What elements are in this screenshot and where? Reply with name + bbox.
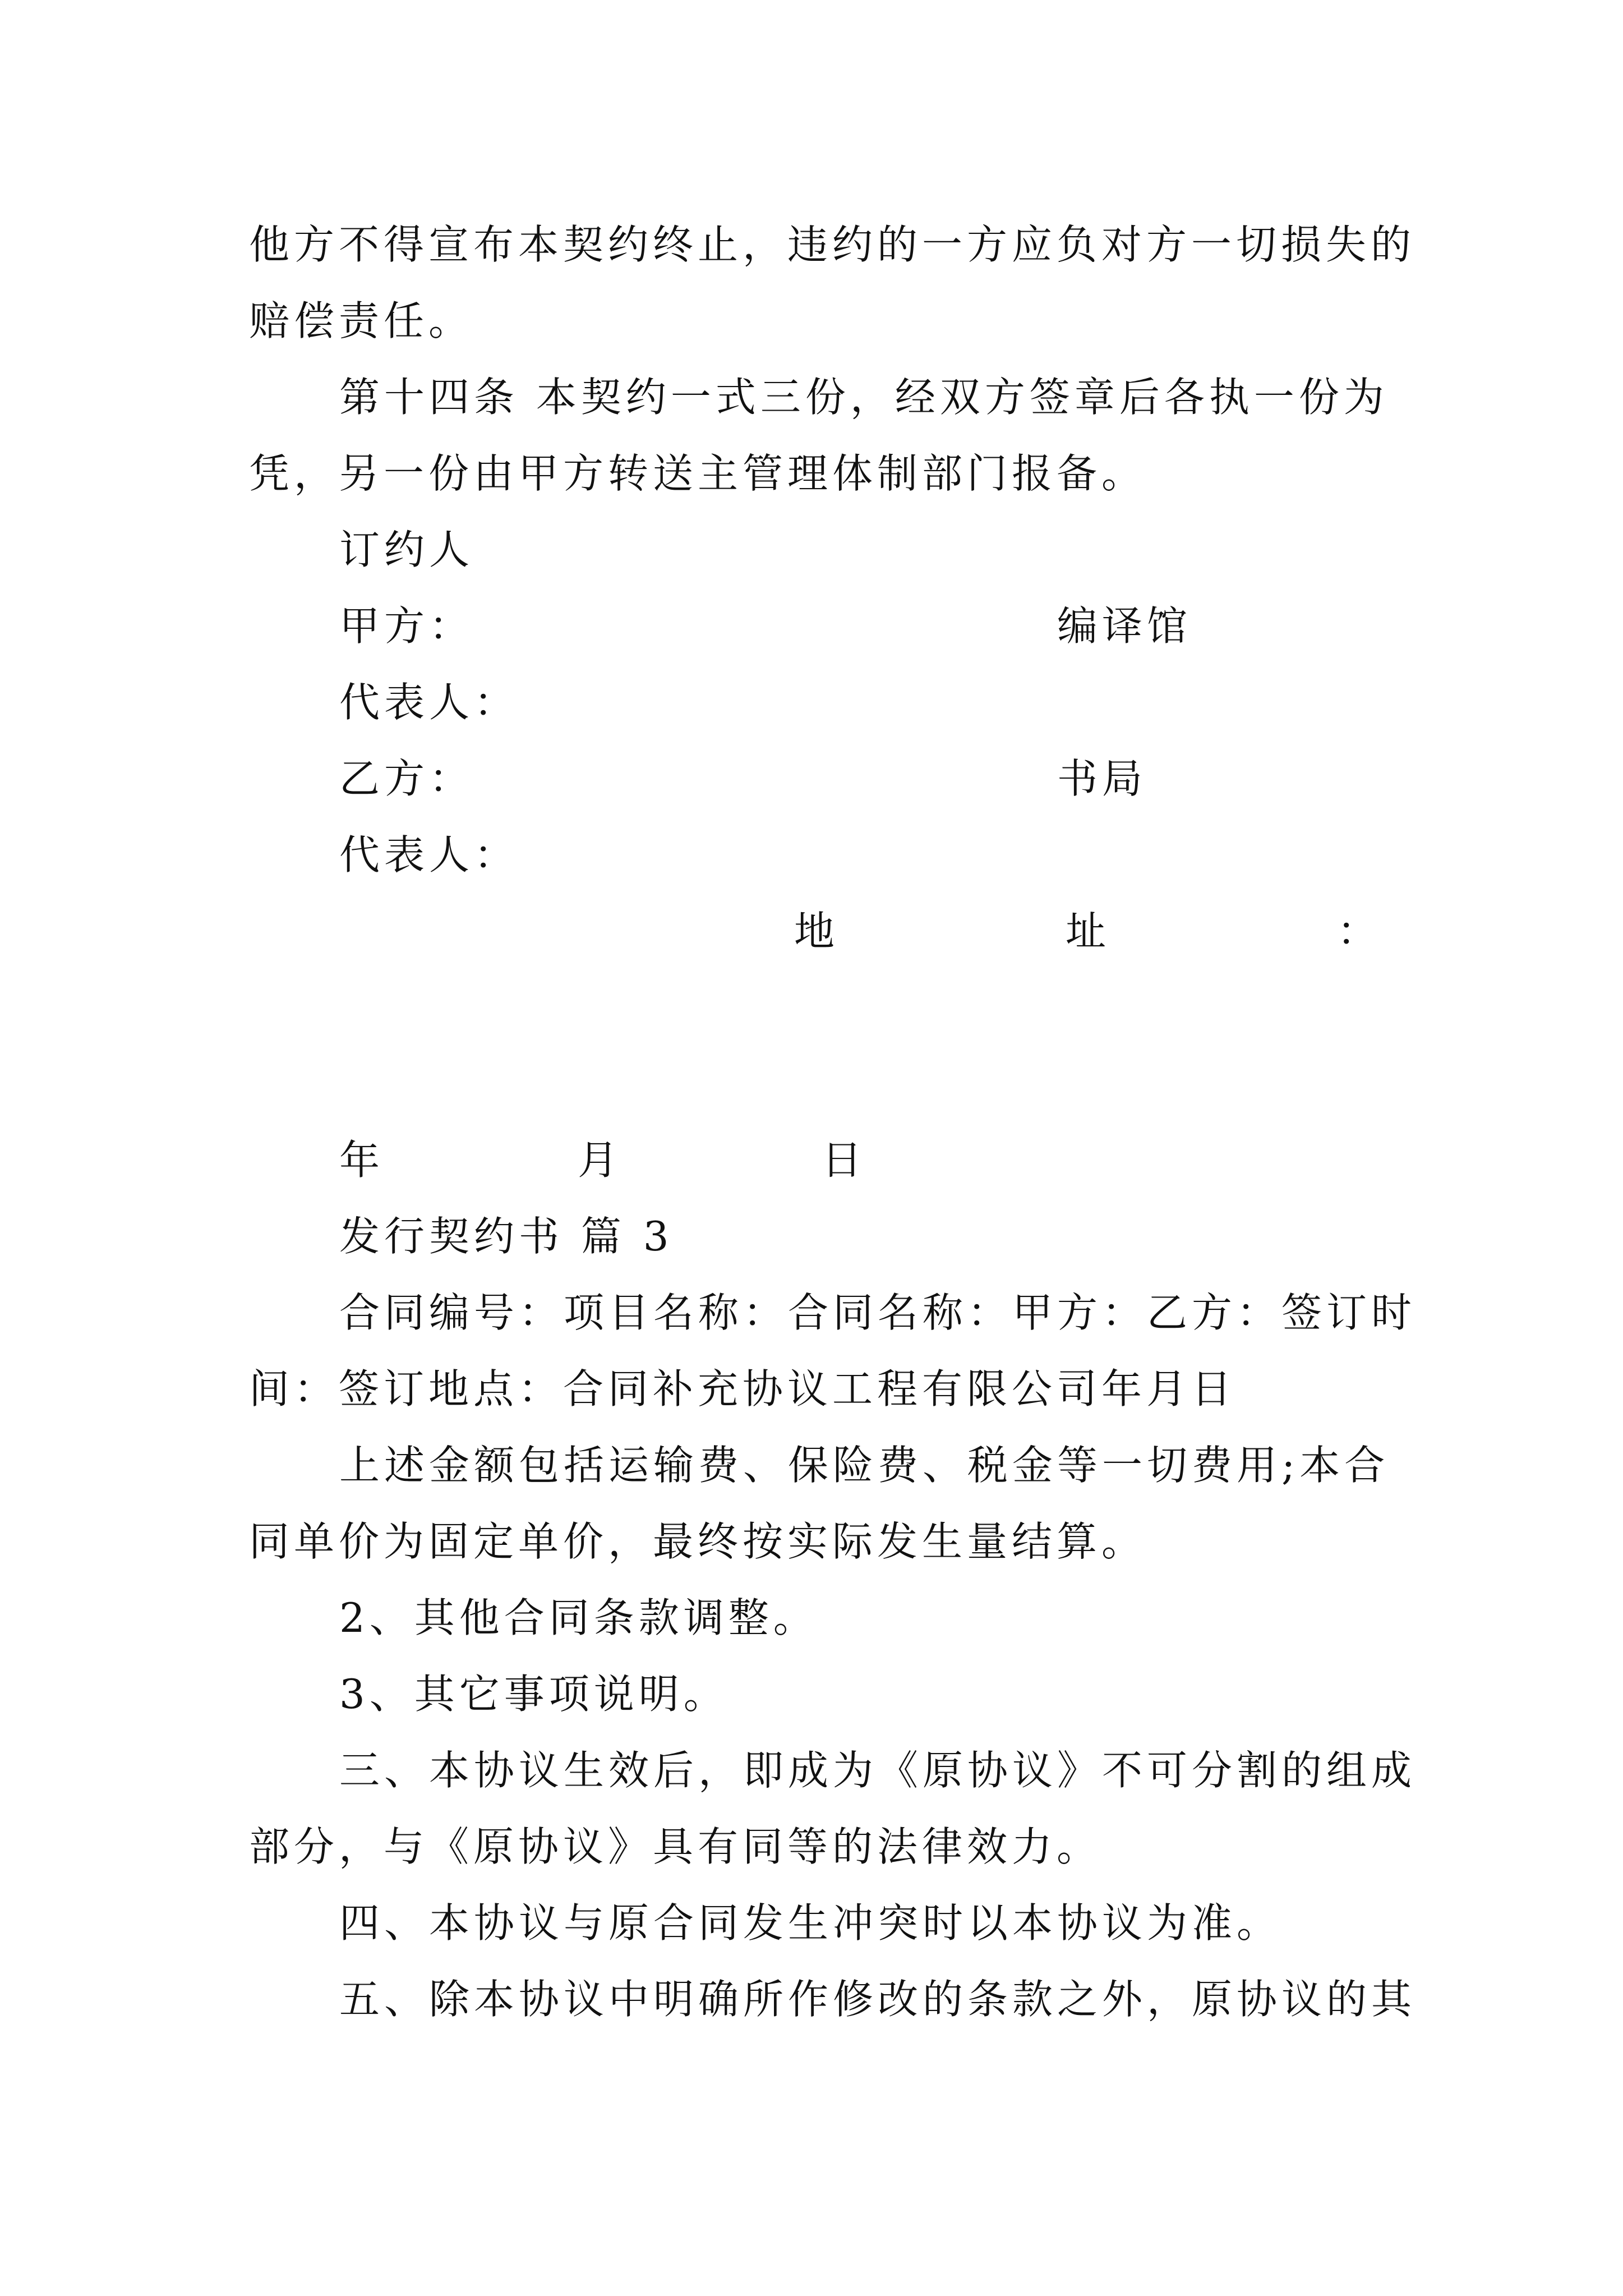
signatories-title: 订约人 <box>339 526 474 573</box>
party-b-label: 乙方： <box>339 755 474 802</box>
address-colon: ： <box>1337 908 1382 955</box>
representative-a-label: 代表人： <box>339 679 519 726</box>
amount-clause-line-2: 同单价为固定单价，最终按实际发生量结算。 <box>249 1518 1147 1565</box>
party-a-name: 编译馆 <box>1057 602 1192 650</box>
clause-3-line-2: 部分，与《原协议》具有同等的法律效力。 <box>249 1823 1102 1870</box>
clause-4: 四、本协议与原合同发生冲突时以本协议为准。 <box>339 1899 1282 1947</box>
address-char-2: 址 <box>1066 908 1111 955</box>
article-14-line-1: 第十四条 本契约一式三份，经双方签章后各执一份为 <box>339 374 1389 421</box>
party-a-label: 甲方： <box>339 602 474 650</box>
contract-info-line-2: 间：签订地点：合同补充协议工程有限公司年月日 <box>249 1365 1237 1412</box>
party-b-name: 书局 <box>1057 755 1147 802</box>
representative-b-label: 代表人： <box>339 831 519 878</box>
paragraph-line: 赔偿责任。 <box>249 297 474 344</box>
amount-clause-line-1: 上述金额包括运输费、保险费、税金等一切费用;本合 <box>339 1442 1390 1489</box>
section-title: 发行契约书 篇 3 <box>339 1213 674 1260</box>
item-2: 2、其他合同条款调整。 <box>339 1594 818 1641</box>
item-3: 3、其它事项说明。 <box>339 1671 728 1718</box>
clause-3-line-1: 三、本协议生效后，即成为《原协议》不可分割的组成 <box>339 1747 1417 1794</box>
contract-info-line-1: 合同编号：项目名称：合同名称：甲方：乙方：签订时 <box>339 1289 1417 1336</box>
date-month: 月 <box>578 1137 623 1184</box>
article-14-line-2: 凭，另一份由甲方转送主管理体制部门报备。 <box>249 450 1147 497</box>
date-day: 日 <box>822 1137 867 1184</box>
paragraph-line: 他方不得宣布本契约终止，违约的一方应负对方一切损失的 <box>249 221 1416 268</box>
address-char-1: 地 <box>794 908 840 955</box>
date-year: 年 <box>339 1137 385 1184</box>
clause-5-line-1: 五、除本协议中明确所作修改的条款之外，原协议的其 <box>339 1976 1417 2023</box>
